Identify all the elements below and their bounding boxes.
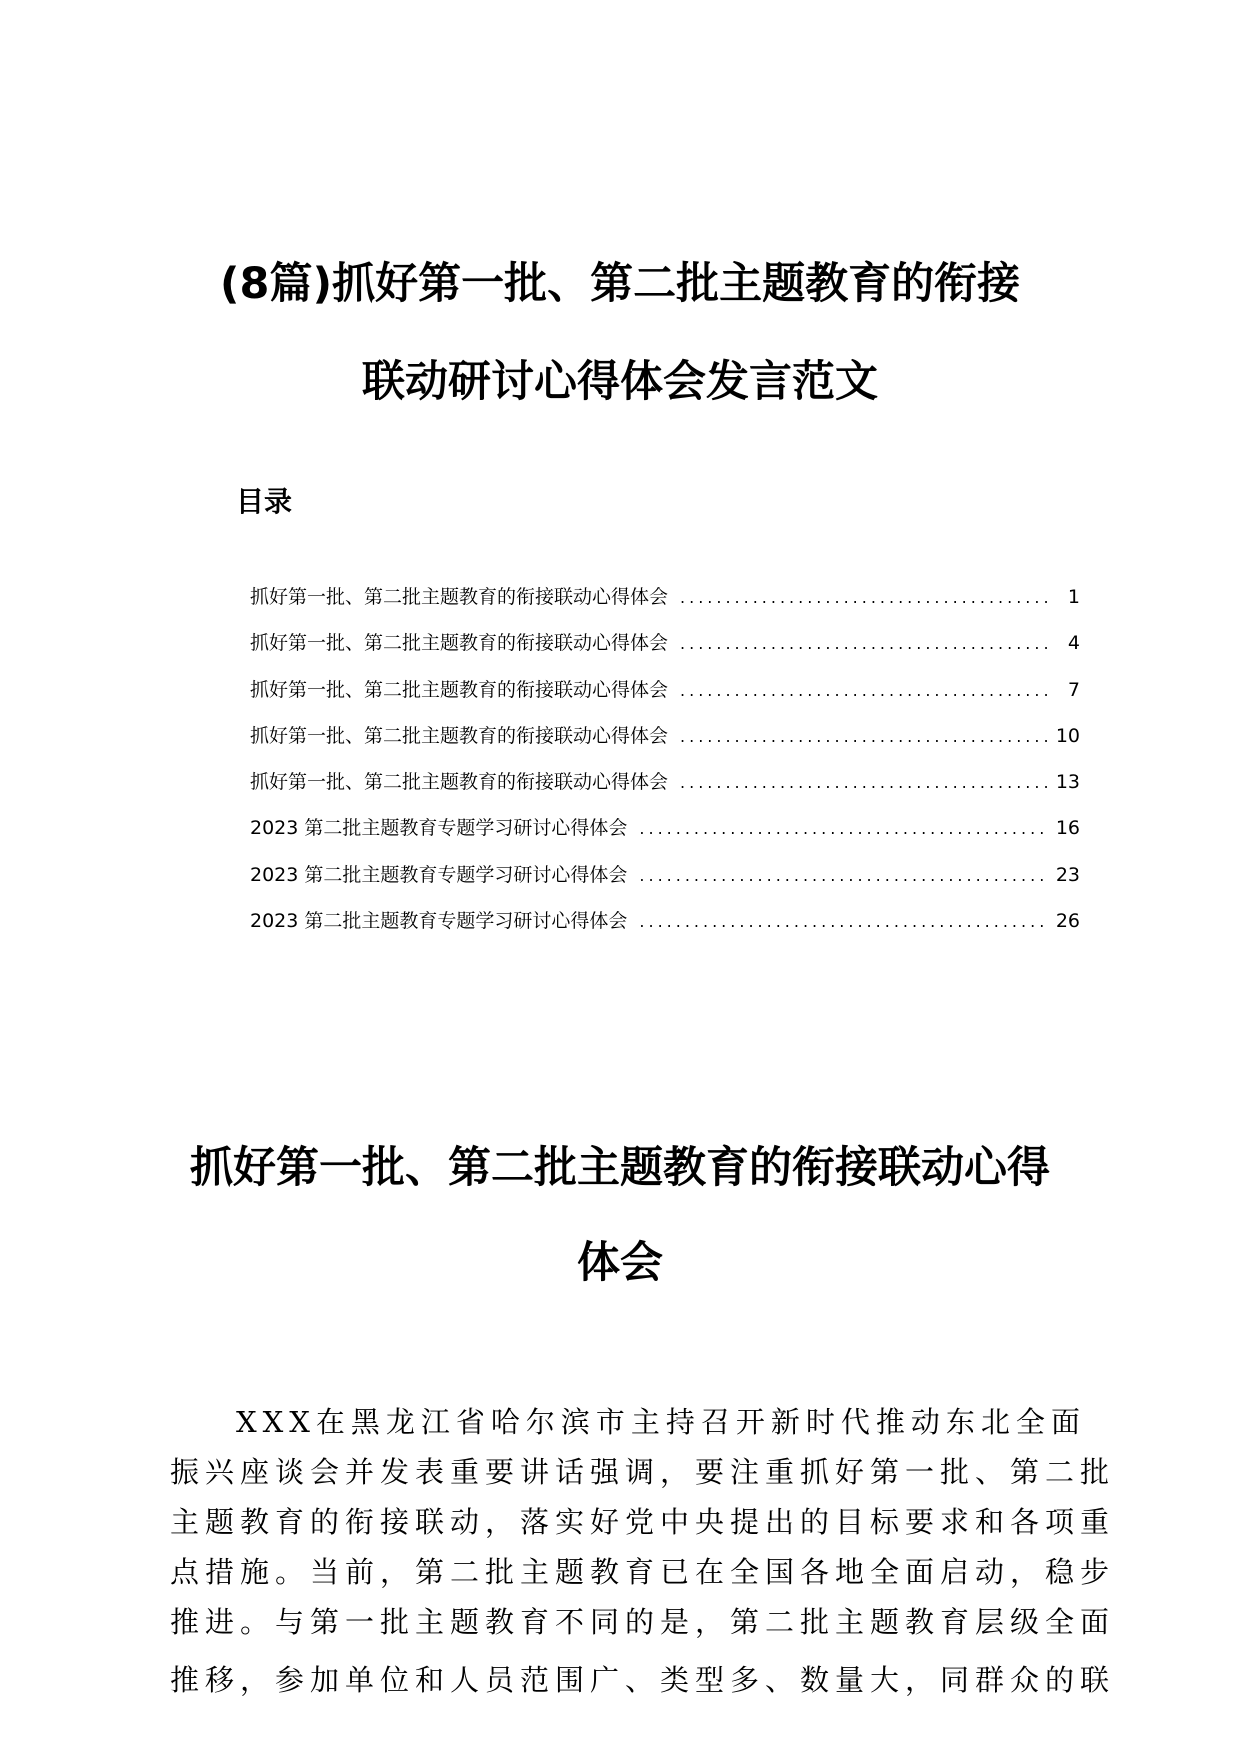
toc-entry[interactable] bbox=[250, 906, 1080, 952]
body-paragraph-line: 主题教育的衔接联动，落实好党中央提出的目标要求和各项重 bbox=[170, 1505, 1116, 1539]
toc-entry[interactable] bbox=[250, 582, 1080, 628]
toc-dot-leader bbox=[680, 676, 1048, 706]
toc-entry-title: 抓好第一批、第二批主题教育的衔接联动心得体会 bbox=[250, 586, 669, 608]
toc-page-number: 13 bbox=[1055, 771, 1080, 794]
body-paragraph-line: XXX在黑龙江省哈尔滨市主持召开新时代推动东北全面 bbox=[236, 1405, 1086, 1439]
toc-dot-leader bbox=[639, 814, 1047, 844]
toc-entry-title: 抓好第一批、第二批主题教育的衔接联动心得体会 bbox=[250, 771, 669, 794]
section-title-line-2: 体会 bbox=[577, 1238, 663, 1288]
table-of-contents bbox=[250, 582, 1080, 952]
toc-entry-title: 2023 第二批主题教育专题学习研讨心得体会 bbox=[250, 863, 628, 886]
toc-dot-leader bbox=[680, 583, 1048, 613]
body-paragraph-line: 振兴座谈会并发表重要讲话强调，要注重抓好第一批、第二批 bbox=[170, 1455, 1116, 1489]
toc-page-number: 16 bbox=[1055, 817, 1080, 840]
toc-entry[interactable] bbox=[250, 628, 1080, 674]
toc-entry[interactable] bbox=[250, 860, 1080, 906]
toc-entry-title: 抓好第一批、第二批主题教育的衔接联动心得体会 bbox=[250, 724, 669, 747]
section-title-line-1: 抓好第一批、第二批主题教育的衔接联动心得 bbox=[190, 1143, 1050, 1193]
toc-page-number: 10 bbox=[1055, 724, 1080, 747]
document-title-line-1: (8篇)抓好第一批、第二批主题教育的衔接 bbox=[219, 259, 1021, 309]
toc-entry-title: 2023 第二批主题教育专题学习研讨心得体会 bbox=[250, 910, 628, 933]
document-title-line-2: 联动研讨心得体会发言范文 bbox=[362, 357, 878, 407]
toc-entry[interactable] bbox=[250, 767, 1080, 813]
body-paragraph-line: 推移，参加单位和人员范围广、类型多、数量大，同群众的联 bbox=[170, 1663, 1116, 1697]
toc-dot-leader bbox=[680, 722, 1048, 752]
toc-dot-leader bbox=[680, 629, 1048, 659]
toc-entry-title: 2023 第二批主题教育专题学习研讨心得体会 bbox=[250, 817, 628, 840]
body-paragraph-line: 点措施。当前，第二批主题教育已在全国各地全面启动，稳步 bbox=[170, 1555, 1116, 1589]
body-paragraph-line: 推进。与第一批主题教育不同的是，第二批主题教育层级全面 bbox=[170, 1605, 1116, 1639]
toc-page-number: 1 bbox=[1067, 586, 1080, 608]
toc-page-number: 4 bbox=[1067, 632, 1080, 655]
toc-dot-leader bbox=[639, 861, 1047, 891]
toc-dot-leader bbox=[639, 907, 1047, 937]
toc-page-number: 23 bbox=[1055, 863, 1080, 886]
toc-page-number: 26 bbox=[1055, 910, 1080, 933]
toc-page-number: 7 bbox=[1067, 678, 1080, 701]
toc-entry[interactable] bbox=[250, 721, 1080, 767]
toc-dot-leader bbox=[680, 768, 1048, 798]
toc-heading: 目录 bbox=[236, 485, 293, 518]
toc-entry[interactable] bbox=[250, 675, 1080, 721]
toc-entry-title: 抓好第一批、第二批主题教育的衔接联动心得体会 bbox=[250, 632, 669, 655]
toc-entry[interactable] bbox=[250, 813, 1080, 859]
toc-entry-title: 抓好第一批、第二批主题教育的衔接联动心得体会 bbox=[250, 678, 669, 701]
